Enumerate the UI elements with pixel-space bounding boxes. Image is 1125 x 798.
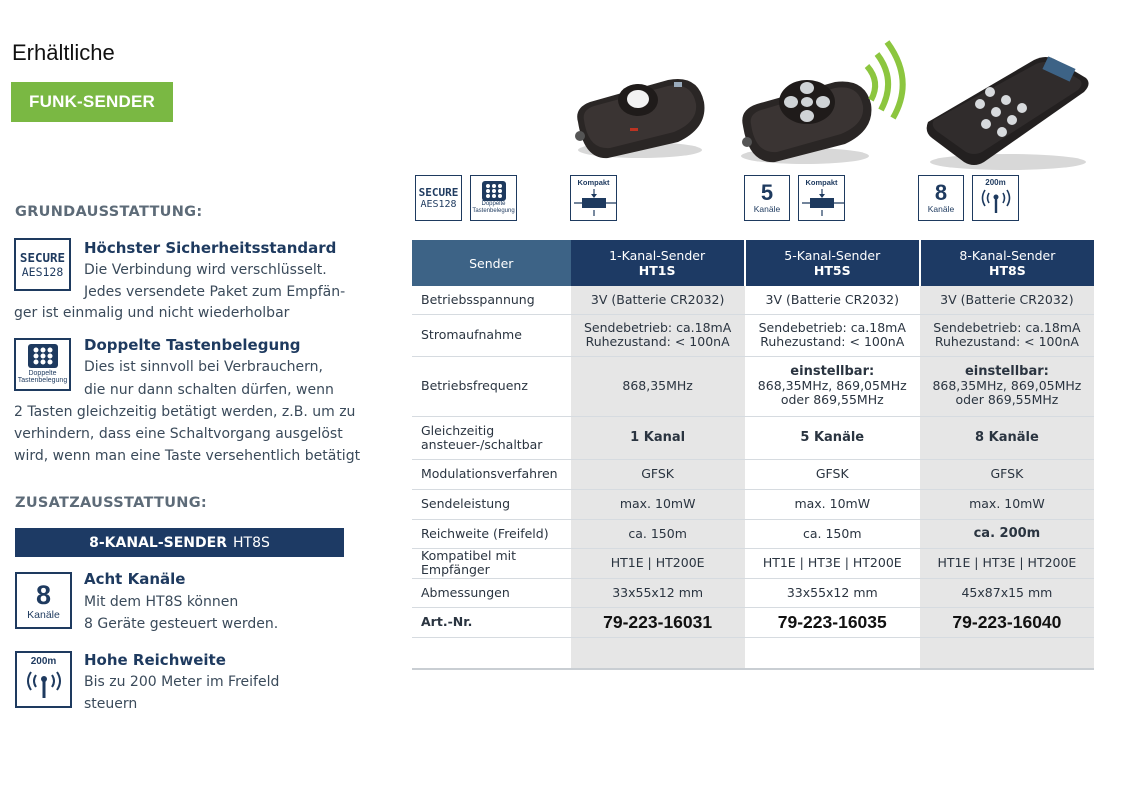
feature-double-key-text-1: Dies ist sinnvoll bei Verbrauchern, [84,359,323,375]
table-row-art-nr: Art.-Nr. 79-223-16031 79-223-16035 79-223-16040 [412,607,1094,637]
feature-double-key-text-5: wird, wenn man eine Taste versehentlich betätigt [14,448,361,464]
table-row: Abmessungen 33x55x12 mm 33x55x12 mm 45x87x15 mm [412,578,1094,607]
feature-eight-channel-text-1: Mit dem HT8S können [84,594,239,610]
five-channel-icon: 5 Kanäle [744,175,790,221]
feature-range-text-1: Bis zu 200 Meter im Freifeld [84,674,280,690]
double-key-mini-icon: Doppelte Tastenbelegung [470,175,517,221]
compact-size-icon [572,187,616,217]
antenna-mini-icon [977,187,1015,215]
antenna-icon [22,667,66,701]
table-row-empty [412,637,1094,669]
feature-security-text-1: Die Verbindung wird verschlüsselt. [84,262,327,278]
feature-double-key-text-2: die nur dann schalten dürfen, wenn [84,382,334,398]
header-ht5s: 5-Kanal-Sender HT5S [745,240,920,286]
feature-eight-channel-text-2: 8 Geräte gesteuert werden. [84,616,279,632]
table-row: Modulationsverfahren GFSK GFSK GFSK [412,459,1094,489]
feature-eight-channel-title: Acht Kanäle [84,570,186,588]
table-row: Stromaufnahme Sendebetrieb: ca.18mA Ruhezustand: < 100nA Sendebetrieb: ca.18mA Ruhezustand: < 100nA Sendebetrieb: ca.18mA Ruhezustand: < 100nA [412,314,1094,356]
table-row: Kompatibel mit Empfänger HT1E | HT200E HT1E | HT3E | HT200E HT1E | HT3E | HT200E [412,548,1094,578]
table-row: Betriebsfrequenz 868,35MHz einstellbar: 868,35MHz, 869,05MHz oder 869,55MHz einstellbar: 868,35MHz, 869,05MHz oder 869,55MHz [412,356,1094,416]
header-ht1s: 1-Kanal-Sender HT1S [571,240,745,286]
kompakt-icon-ht5s: Kompakt [798,175,845,221]
range-200m-icon: 200m [15,651,72,708]
secure-aes128-mini-icon: SECURE AES128 [415,175,462,221]
ht5s-remote-image [735,38,915,168]
basic-equipment-title: GRUNDAUSSTATTUNG: [15,204,203,220]
table-header-row [412,240,1094,286]
feature-security-text-3: ger ist einmalig und nicht wiederholbar [14,305,290,321]
ht8s-remote-image [924,52,1094,172]
table-row: Gleichzeitig ansteuer-/schaltbar 1 Kanal 5 Kanäle 8 Kanäle [412,416,1094,459]
feature-double-key-text-4: verhindern, dass eine Schaltvorgang ausgelöst [14,426,343,442]
spec-table [412,240,1094,670]
extra-equipment-title: ZUSATZAUSSTATTUNG: [15,495,208,511]
feature-double-key-title: Doppelte Tastenbelegung [84,336,301,354]
feature-security-title: Höchster Sicherheitsstandard [84,239,337,257]
double-key-icon: Doppelte Tastenbelegung [14,338,71,391]
table-row: Reichweite (Freifeld) ca. 150m ca. 150m ca. 200m [412,519,1094,548]
ht1s-remote-image [570,62,710,162]
page-heading: Erhältliche [12,40,115,65]
kompakt-icon-ht1s: Kompakt [570,175,617,221]
eight-channel-mini-icon: 8 Kanäle [918,175,964,221]
feature-double-key-text-3: 2 Tasten gleichzeitig betätigt werden, z.B. um zu [14,404,356,420]
keypad-icon [28,344,58,368]
table-row: Sendeleistung max. 10mW max. 10mW max. 10mW [412,489,1094,519]
range-200m-mini-icon: 200m [972,175,1019,221]
feature-security-text-2: Jedes versendete Paket zum Empfän- [84,284,346,300]
keypad-mini-icon [482,181,506,201]
header-sender: Sender [412,240,571,286]
eight-channel-icon: 8 Kanäle [15,572,72,629]
compact-size-icon [800,187,844,217]
table-row: Betriebsspannung 3V (Batterie CR2032) 3V (Batterie CR2032) 3V (Batterie CR2032) [412,286,1094,314]
signal-waves-icon [867,42,903,118]
funk-sender-badge: FUNK-SENDER [11,82,173,122]
secure-aes128-icon: SECURE AES128 [14,238,71,291]
feature-range-title: Hohe Reichweite [84,651,226,669]
header-ht8s: 8-Kanal-Sender HT8S [920,240,1094,286]
ht8s-bar: 8-KANAL-SENDER HT8S [15,528,344,557]
feature-range-text-2: steuern [84,696,138,712]
